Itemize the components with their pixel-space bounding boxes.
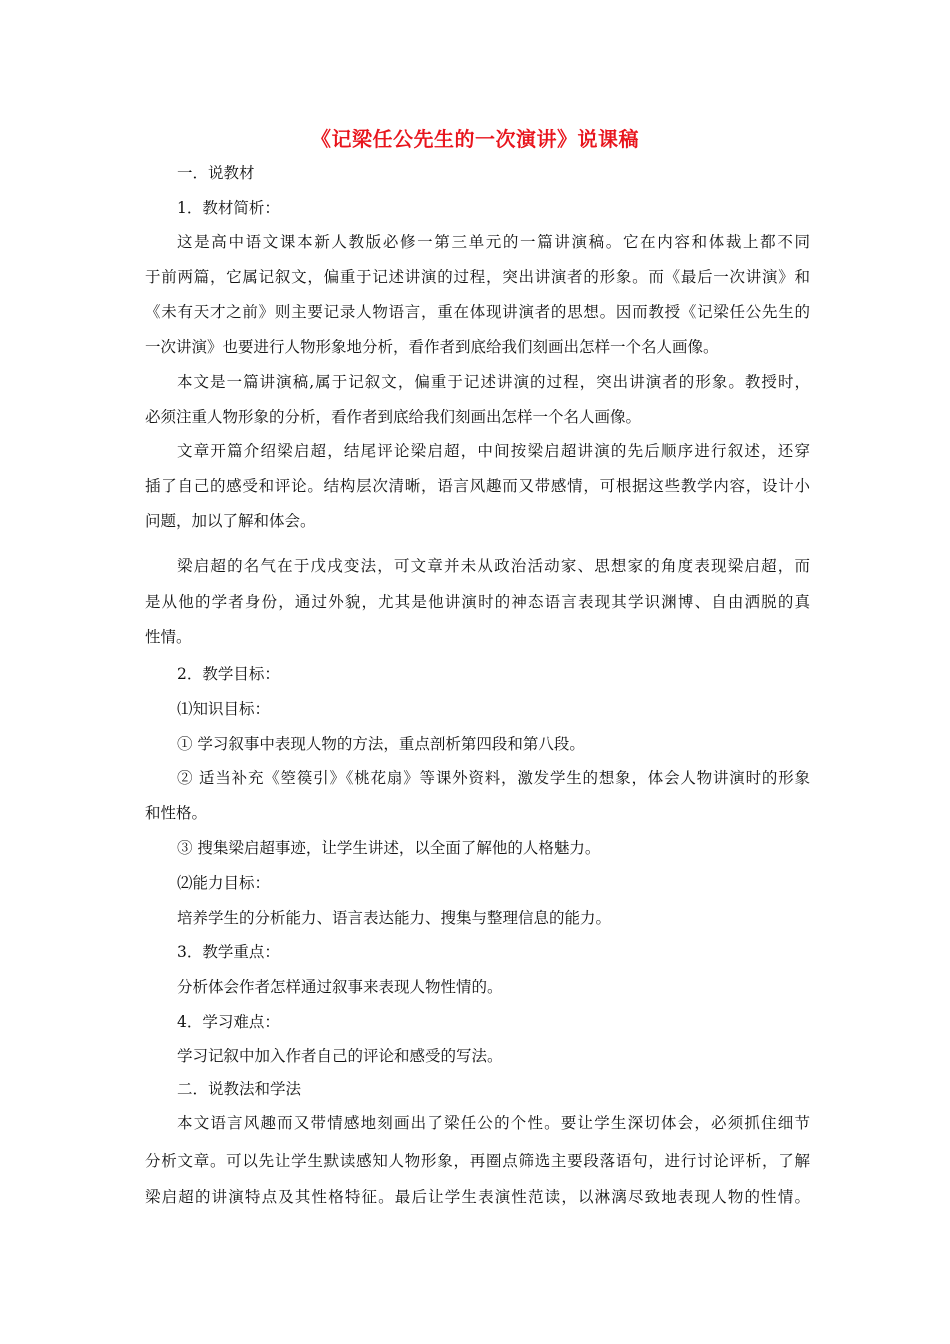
- list-item: ① 学习叙事中表现人物的方法，重点剖析第四段和第八段。: [177, 735, 585, 753]
- subsection-heading: ⑵能力目标：: [177, 874, 271, 892]
- paragraph-line: 插了自己的感受和评论。结构层次清晰，语言风趣而又带感情，可根据这些教学内容，设计小: [145, 477, 810, 495]
- subsection-heading: ⑴知识目标：: [177, 700, 271, 718]
- paragraph-line: 本文是一篇讲演稿,属于记叙文，偏重于记述讲演的过程，突出讲演者的形象。教授时，: [177, 373, 810, 391]
- paragraph-line: 分析文章。可以先让学生默读感知人物形象，再圈点筛选主要段落语句，进行讨论评析，了解: [145, 1152, 810, 1170]
- list-item: ② 适当补充《箜篌引》《桃花扇》等课外资料，激发学生的想象，体会人物讲演时的形象: [177, 769, 810, 787]
- paragraph-line: 问题，加以了解和体会。: [145, 512, 316, 530]
- paragraph-line: 于前两篇，它属记叙文，偏重于记述讲演的过程，突出讲演者的形象。而《最后一次讲演》和: [145, 268, 810, 286]
- paragraph-line: 一次讲演》也要进行人物形象地分析，看作者到底给我们刻画出怎样一个名人画像。: [145, 338, 719, 356]
- paragraph-line: 分析体会作者怎样通过叙事来表现人物性情的。: [177, 978, 503, 996]
- subsection-heading: 1．教材简析：: [177, 199, 280, 217]
- subsection-heading: 2．教学目标：: [177, 665, 280, 683]
- paragraph-line: 梁启超的名气在于戊戌变法，可文章并未从政治活动家、思想家的角度表现梁启超，而: [177, 557, 810, 575]
- subsection-heading: 4．学习难点：: [177, 1013, 280, 1031]
- paragraph-line: 和性格。: [145, 804, 208, 822]
- list-item: ③ 搜集梁启超事迹，让学生讲述，以全面了解他的人格魅力。: [177, 839, 601, 857]
- subsection-heading: 3．教学重点：: [177, 943, 280, 961]
- paragraph-line: 文章开篇介绍梁启超，结尾评论梁启超，中间按梁启超讲演的先后顺序进行叙述，还穿: [177, 442, 810, 460]
- paragraph-line: 必须注重人物形象的分析，看作者到底给我们刻画出怎样一个名人画像。: [145, 408, 642, 426]
- section-heading: 一．说教材: [177, 164, 255, 182]
- paragraph-line: 学习记叙中加入作者自己的评论和感受的写法。: [177, 1047, 503, 1065]
- section-heading: 二．说教法和学法: [177, 1080, 302, 1098]
- paragraph-line: 性情。: [145, 628, 192, 646]
- paragraph-line: 培养学生的分析能力、语言表达能力、搜集与整理信息的能力。: [177, 909, 612, 927]
- document-title: 《记梁任公先生的一次演讲》说课稿: [311, 127, 639, 151]
- paragraph-line: 这是高中语文课本新人教版必修一第三单元的一篇讲演稿。它在内容和体裁上都不同: [177, 233, 810, 251]
- paragraph-line: 本文语言风趣而又带情感地刻画出了梁任公的个性。要让学生深切体会，必须抓住细节: [177, 1114, 810, 1132]
- paragraph-line: 《未有天才之前》则主要记录人物语言，重在体现讲演者的思想。因而教授《记梁任公先生的: [145, 303, 810, 321]
- paragraph-line: 是从他的学者身份，通过外貌，尤其是他讲演时的神态语言表现其学识渊博、自由洒脱的真: [145, 593, 810, 611]
- paragraph-line: 梁启超的讲演特点及其性格特征。最后让学生表演性范读，以淋漓尽致地表现人物的性情。: [145, 1188, 810, 1206]
